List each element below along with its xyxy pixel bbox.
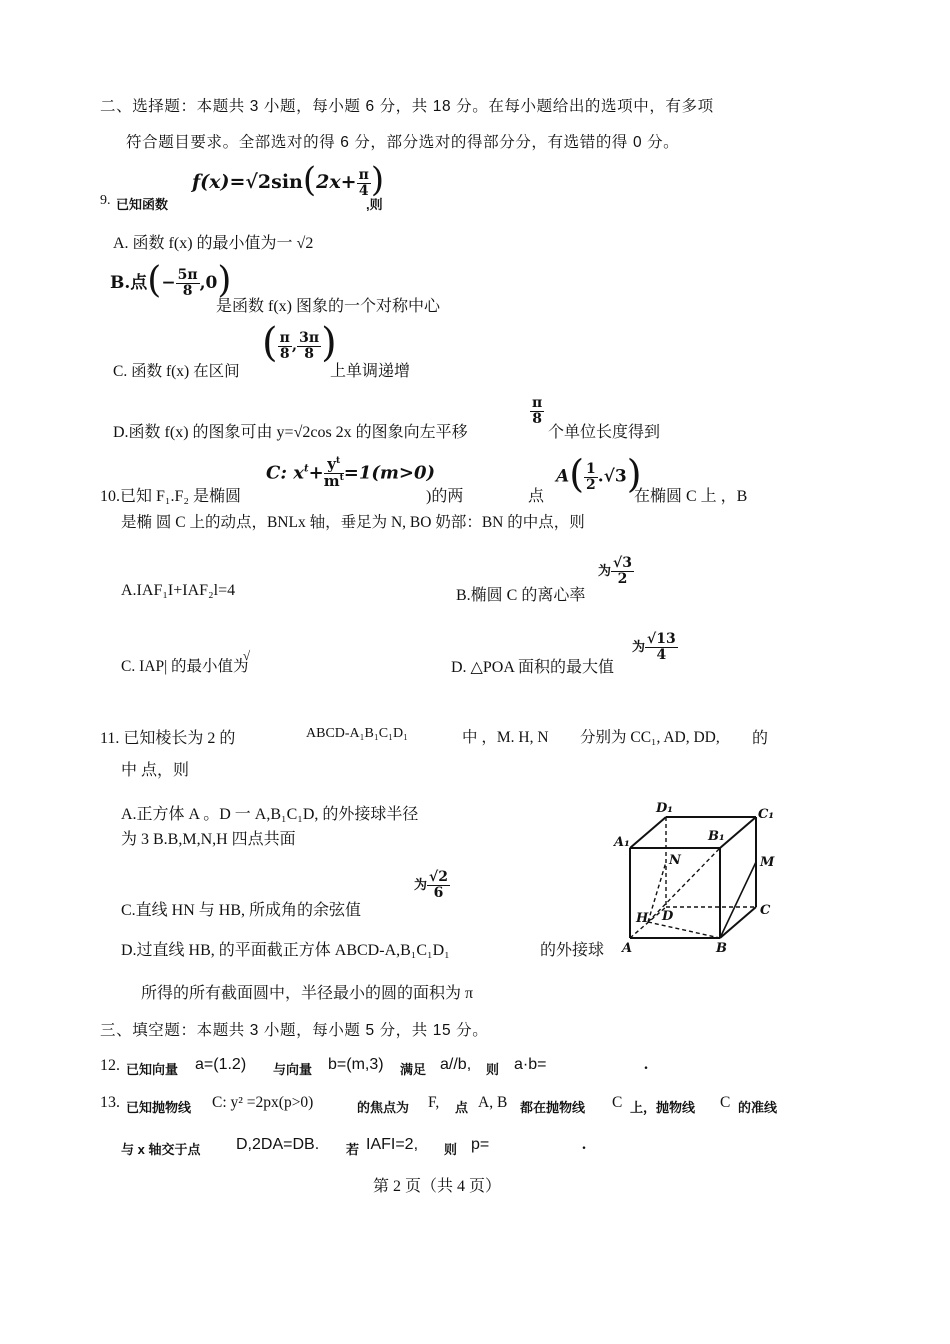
- q11-optc-n: √2: [429, 869, 448, 885]
- q10-dian: 点: [528, 488, 545, 505]
- q9-option-a: A. 函数 f(x) 的最小值为一 √2: [113, 235, 314, 252]
- q10-ell-plus: +: [308, 462, 324, 484]
- q10-option-d-value: [632, 632, 678, 662]
- q13-x-axis-intersect: 与 x 轴交于点: [121, 1142, 201, 1157]
- q11-line1-e: 的: [752, 730, 769, 747]
- q12-with-vector: 与向量: [273, 1062, 313, 1077]
- q11-option-a-line1: A.正方体 A 。D 一 A,B₁C₁D, 的外接球半径: [121, 806, 419, 823]
- q12-dot-product: a·b=: [514, 1056, 547, 1073]
- q10-optd-n: √13: [647, 631, 676, 647]
- q11-optc-d: 6: [433, 884, 444, 901]
- q13-c1: C: [612, 1094, 623, 1111]
- q12-then: 则: [486, 1062, 500, 1077]
- q13-point: 点: [455, 1100, 469, 1115]
- q10-point-a: A( $\frac{1}{2}$ .√3): [556, 452, 642, 496]
- q10-optb-n: √3: [613, 555, 632, 571]
- q11-option-c: C.直线 HN 与 HB, 所成角的余弦值: [121, 902, 362, 919]
- q9-optc-8a: 8: [279, 345, 290, 362]
- q10-option-b: B.椭圆 C 的离心率: [456, 587, 586, 604]
- q10-option-b-value: [598, 556, 634, 586]
- q12-vector-a: a=(1.2): [195, 1056, 247, 1073]
- q9-func-arg: 2x+: [316, 171, 357, 193]
- q11-line1-b: ABCD-A₁B₁C₁D₁: [306, 726, 408, 741]
- q10-ell-c: C: x: [266, 462, 304, 484]
- label-d1: D₁: [656, 801, 673, 816]
- q11-line1-c: 中 ，M. H, N: [462, 729, 549, 746]
- q9-option-d-text2: 个单位长度得到: [548, 424, 661, 441]
- q10-half-d: 2: [586, 476, 596, 493]
- q9-func-sin: sin: [271, 171, 303, 193]
- edge-bc: [720, 907, 756, 938]
- q10-half-n: 1: [586, 460, 596, 477]
- q12-known-vector: 已知向量: [126, 1062, 179, 1077]
- q9-option-c-text: 上单调递增: [330, 363, 411, 380]
- section2-line2: 符合题目要求。全部选对的得 6 分，部分选对的得部分分，有选错的得 0 分。: [126, 134, 680, 151]
- q10-ell-den: m: [323, 471, 340, 490]
- q9-number: 9.: [100, 193, 111, 208]
- q10-tail: 在椭圆 C 上 ，B: [634, 488, 748, 505]
- q13-c2: C: [720, 1094, 731, 1111]
- q9-optd-8: 8: [532, 410, 542, 427]
- q11-option-c-value: [414, 870, 450, 900]
- label-c1: C₁: [758, 807, 775, 822]
- q11-option-a-line2: 为 3 B.B,M,N,H 四点共面: [121, 831, 296, 848]
- q9-suffix: ,则: [366, 197, 383, 212]
- q12-parallel: a//b,: [440, 1056, 472, 1073]
- q9-option-d-text1: D.函数 f(x) 的图象可由 y=√2cos 2x 的图象向左平移: [113, 424, 468, 441]
- q13-focus-is: 的焦点为: [357, 1100, 410, 1115]
- q9-option-d-shift: [530, 396, 544, 426]
- edge-b1c1: [720, 817, 756, 848]
- q11-option-d-line1: D.过直线 HB, 的平面截正方体 ABCD-A,B₁C₁D₁: [121, 942, 450, 959]
- q9-optb-label: B.点: [110, 273, 148, 293]
- q13-number: 13.: [100, 1094, 120, 1111]
- q9-stem: 已知函数: [116, 197, 169, 212]
- q13-points-ab: A, B: [478, 1094, 508, 1111]
- q13-parabola-equation: C: y² =2px(p>0): [212, 1094, 314, 1111]
- q11-option-d-line2: 所得的所有截面圆中，半径最小的圆的面积为 π: [141, 985, 474, 1002]
- q9-optb-8: 8: [182, 283, 193, 299]
- q10-ell-rhs: =1(m>0): [343, 462, 436, 484]
- q10-option-d: D. △POA 面积的最大值: [451, 659, 614, 676]
- q12-answer-dot: .: [644, 1056, 648, 1073]
- q10-mid: )的两: [426, 488, 464, 505]
- q12-vector-b: b=(m,3): [328, 1056, 384, 1073]
- q11-option-d-line1b: 的外接球: [540, 942, 605, 959]
- q9-option-c-interval: ( $\frac{\pi}{8}$ , $\frac{3\pi}{8}$ ): [262, 320, 337, 366]
- q9-func-sqrt: √2: [245, 171, 272, 193]
- label-d: D: [662, 909, 674, 924]
- label-n: N: [669, 853, 681, 868]
- q9-optc-3pi: 3π: [299, 329, 320, 346]
- q12-satisfies: 满足: [400, 1062, 427, 1077]
- q13-known-parabola: 已知抛物线: [126, 1100, 192, 1115]
- q11-line1-d: 分别为 CC₁, AD, DD,: [580, 729, 720, 746]
- label-h: H: [636, 911, 649, 926]
- page-footer: 第 2 页（共 4 页）: [373, 1178, 502, 1195]
- q9-func-lhs: f(x)=: [192, 171, 246, 193]
- q9-optc-8b: 8: [304, 345, 314, 362]
- q13-on-parabola: 都在抛物线: [520, 1100, 586, 1115]
- q13-af-value: IAFI=2,: [366, 1136, 419, 1153]
- q13-focus-f: F,: [428, 1094, 440, 1111]
- label-b: B: [716, 941, 727, 956]
- label-c: C: [760, 903, 771, 918]
- q10-ellipse-formula: C: $x^t+$ $\frac{y^t}{m^t}$ =1(m>0): [266, 455, 436, 490]
- q10-optb-wei: 为: [598, 564, 612, 580]
- q12-number: 12.: [100, 1057, 120, 1074]
- q10-option-c-frac: √: [243, 648, 251, 663]
- q10-optb-d: 2: [617, 570, 628, 587]
- segment-hb-hidden: [648, 922, 720, 938]
- q10-optd-wei: 为: [632, 640, 646, 656]
- label-a: A: [622, 941, 633, 956]
- q10-option-c: C. IAP| 的最小值为: [121, 658, 249, 675]
- label-b1: B₁: [708, 829, 725, 844]
- q11-optc-wei: 为: [414, 878, 428, 894]
- q10-optd-d: 4: [656, 646, 667, 663]
- q9-optd-pi: π: [532, 395, 543, 411]
- label-m: M: [760, 855, 775, 870]
- q10-prefix: 10.已知 F₁.F₂ 是椭圆: [100, 488, 241, 505]
- q13-vector-condition: D,2DA=DB.: [236, 1136, 320, 1153]
- q9-optb-minus: −: [161, 273, 176, 293]
- segment-bm: [720, 862, 756, 938]
- q13-p-equals: p=: [471, 1136, 490, 1153]
- q13-directrix-text: 上，抛物线: [630, 1100, 696, 1115]
- q10-option-a: A.IAF₁I+IAF₂l=4: [121, 582, 236, 599]
- q10-ell-num: y: [327, 455, 336, 473]
- q11-line2: 中 点，则: [121, 762, 190, 779]
- q10-line2: 是椭 圆 C 上的动点，BNLx 轴，垂足为 N, BO 奶部：BN 的中点，则: [121, 514, 585, 531]
- edge-a1d1: [630, 817, 666, 848]
- q9-optc-pi: π: [279, 329, 290, 346]
- q13-then: 则: [444, 1142, 458, 1157]
- label-a1: A₁: [614, 835, 630, 850]
- q13-answer-dot: .: [582, 1136, 586, 1153]
- q13-if: 若: [346, 1142, 360, 1157]
- q9-option-c-label: C. 函数 f(x) 在区间: [113, 363, 240, 380]
- q9-option-b-text: 是函数 f(x) 图象的一个对称中心: [216, 298, 440, 315]
- q9-func-pi: π: [358, 166, 369, 183]
- cube-diagram: [600, 790, 800, 960]
- q9-function-formula: f(x)=√2sin(2x+ $\frac{\pi}{4}$ ): [192, 160, 385, 200]
- section2-line1: 二、选择题：本题共 3 小题，每小题 6 分，共 18 分。在每小题给出的选项中，有多项: [100, 98, 714, 115]
- q9-func-4: 4: [358, 182, 369, 199]
- q9-option-b-point: B.点(− $\frac{5\pi}{8}$ ,0): [110, 260, 232, 301]
- section3-title: 三、填空题：本题共 3 小题，每小题 5 分，共 15 分。: [100, 1022, 489, 1039]
- q9-optb-5pi: 5π: [177, 267, 198, 284]
- q11-line1-a: 11. 已知棱长为 2 的: [100, 730, 236, 747]
- q13-directrix: 的准线: [738, 1100, 778, 1115]
- q10-point-a-label: A: [556, 466, 570, 487]
- q9-optb-zero: ,0: [199, 273, 218, 293]
- q10-sqrt3: .√3: [597, 466, 627, 487]
